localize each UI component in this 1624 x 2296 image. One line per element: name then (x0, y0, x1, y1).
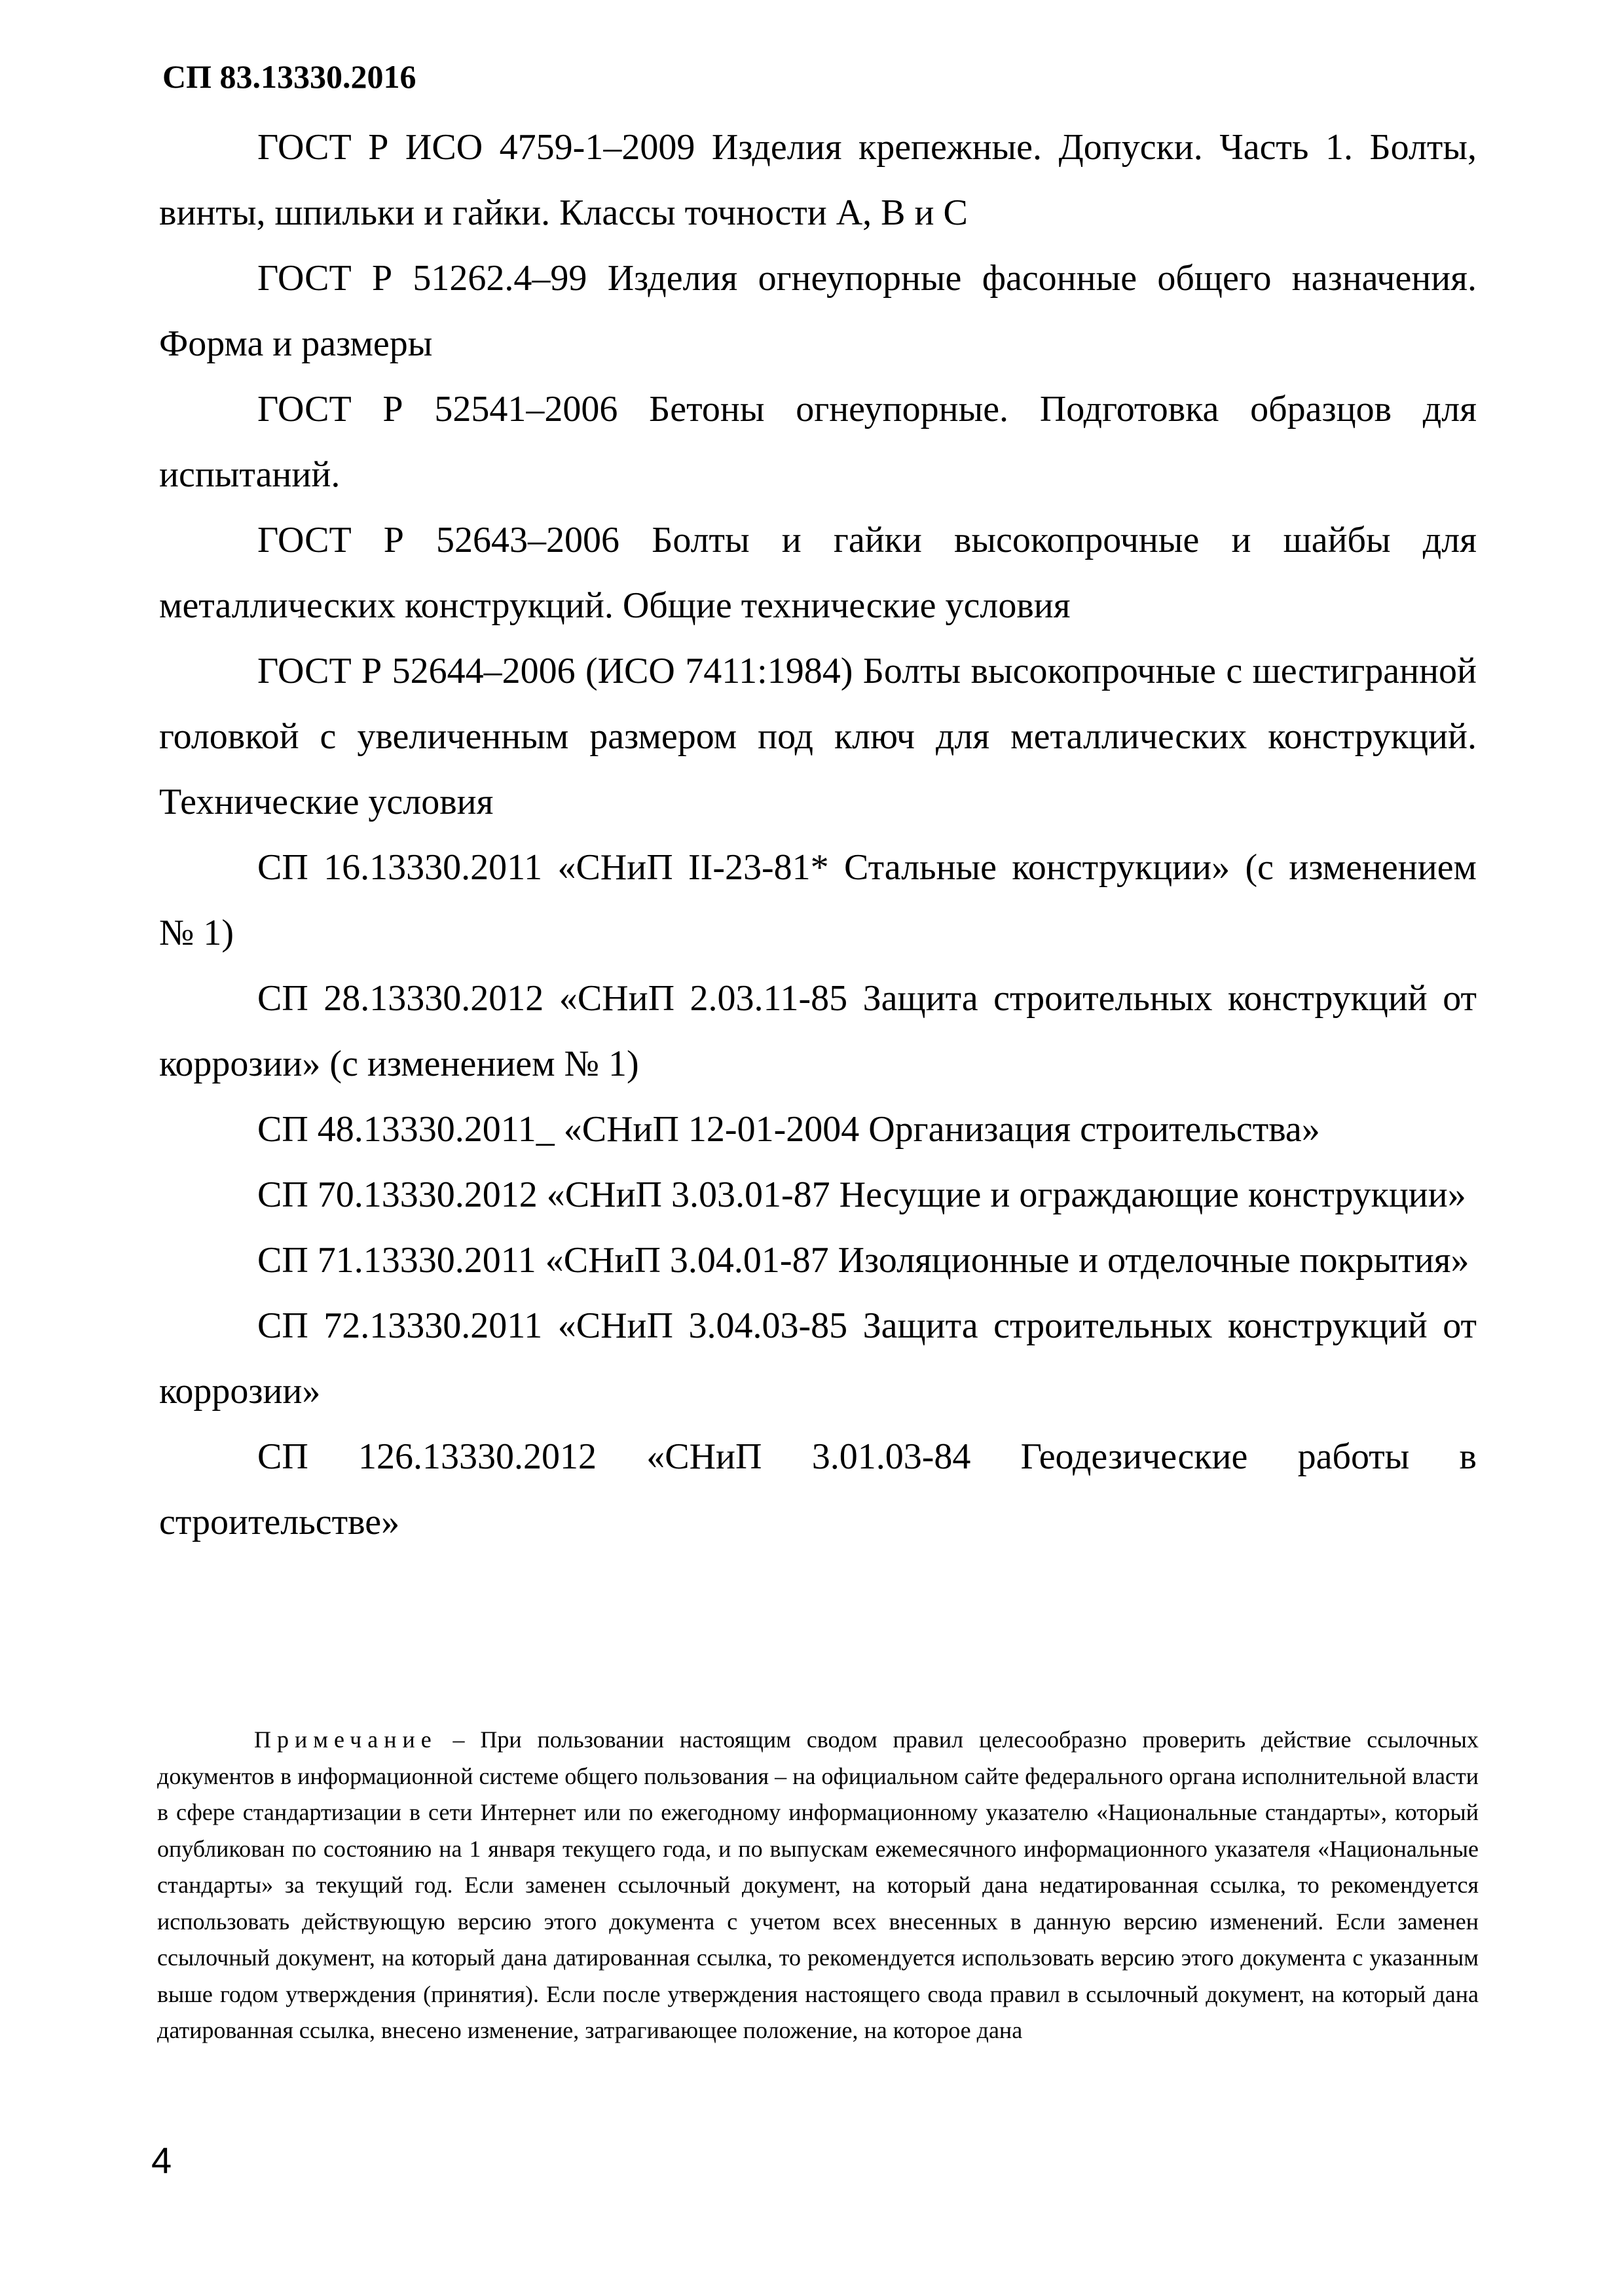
reference-item: СП 126.13330.2012 «СНиП 3.01.03-84 Геодезические работы в строительстве» (159, 1436, 1477, 1542)
reference-item: ГОСТ Р 51262.4–99 Изделия огнеупорные фасонные общего назначения. Форма и размеры (159, 258, 1477, 364)
reference-item: ГОСТ Р 52644–2006 (ИСО 7411:1984) Болты высокопрочные с шестигранной головкой с увеличенным размером под ключ для металлических конструкций. Технические условия (159, 651, 1477, 822)
normative-references-list (159, 115, 1477, 1555)
page-number: 4 (151, 2140, 172, 2181)
note-dash: – (437, 1726, 481, 1753)
reference-item: СП 70.13330.2012 «СНиП 3.03.01-87 Несущие и ограждающие конструкции» (257, 1175, 1466, 1215)
reference-item: ГОСТ Р 52541–2006 Бетоны огнеупорные. Подготовка образцов для испытаний. (159, 389, 1477, 495)
reference-item: СП 71.13330.2011 «СНиП 3.04.01-87 Изоляционные и отделочные покрытия» (257, 1240, 1469, 1281)
reference-item: ГОСТ Р ИСО 4759-1–2009 Изделия крепежные. Допуски. Часть 1. Болты, винты, шпильки и гайки. Классы точности А, В и С (159, 127, 1477, 233)
note-text: При пользовании настоящим сводом правил целесообразно проверить действие ссылочных документов в информационной системе общего пользования – на официальном сайте федерального органа исполнительной власти в сфере стандартизации в сети Интернет или по ежегодному информационному указателю «Национальные стандарты», который опубликован по состоянию на 1 января текущего года, и по выпускам ежемесячного информационного указателя «Национальные стандарты» за текущий год. Если заменен ссылочный документ, на который дана недатированная ссылка, то рекомендуется использовать действующую версию этого документа с учетом всех внесенных в данную версию изменений. Если заменен ссылочный документ, на который дана датированная ссылка, то рекомендуется использовать версию этого документа с указанным выше годом утверждения (принятия). Если после утверждения настоящего свода правил в ссылочный документ, на который дана датированная ссылка, внесено изменение, затрагивающее положение, на которое дана (157, 1726, 1479, 2043)
reference-item: СП 16.13330.2011 «СНиП II-23-81* Стальные конструкции» (с изменением № 1) (159, 847, 1477, 953)
reference-item: СП 72.13330.2011 «СНиП 3.04.03-85 Защита строительных конструкций от коррозии» (159, 1305, 1477, 1412)
document-code-header: СП 83.13330.2016 (162, 58, 416, 95)
note-label: Примечание (254, 1726, 437, 1753)
reference-item: ГОСТ Р 52643–2006 Болты и гайки высокопрочные и шайбы для металлических конструкций. Общие технические условия (159, 520, 1477, 626)
reference-item: СП 48.13330.2011_ «СНиП 12-01-2004 Организация строительства» (257, 1109, 1320, 1150)
reference-item: СП 28.13330.2012 «СНиП 2.03.11-85 Защита строительных конструкций от коррозии» (с изменением № 1) (159, 978, 1477, 1084)
note-paragraph (157, 1722, 1479, 2049)
